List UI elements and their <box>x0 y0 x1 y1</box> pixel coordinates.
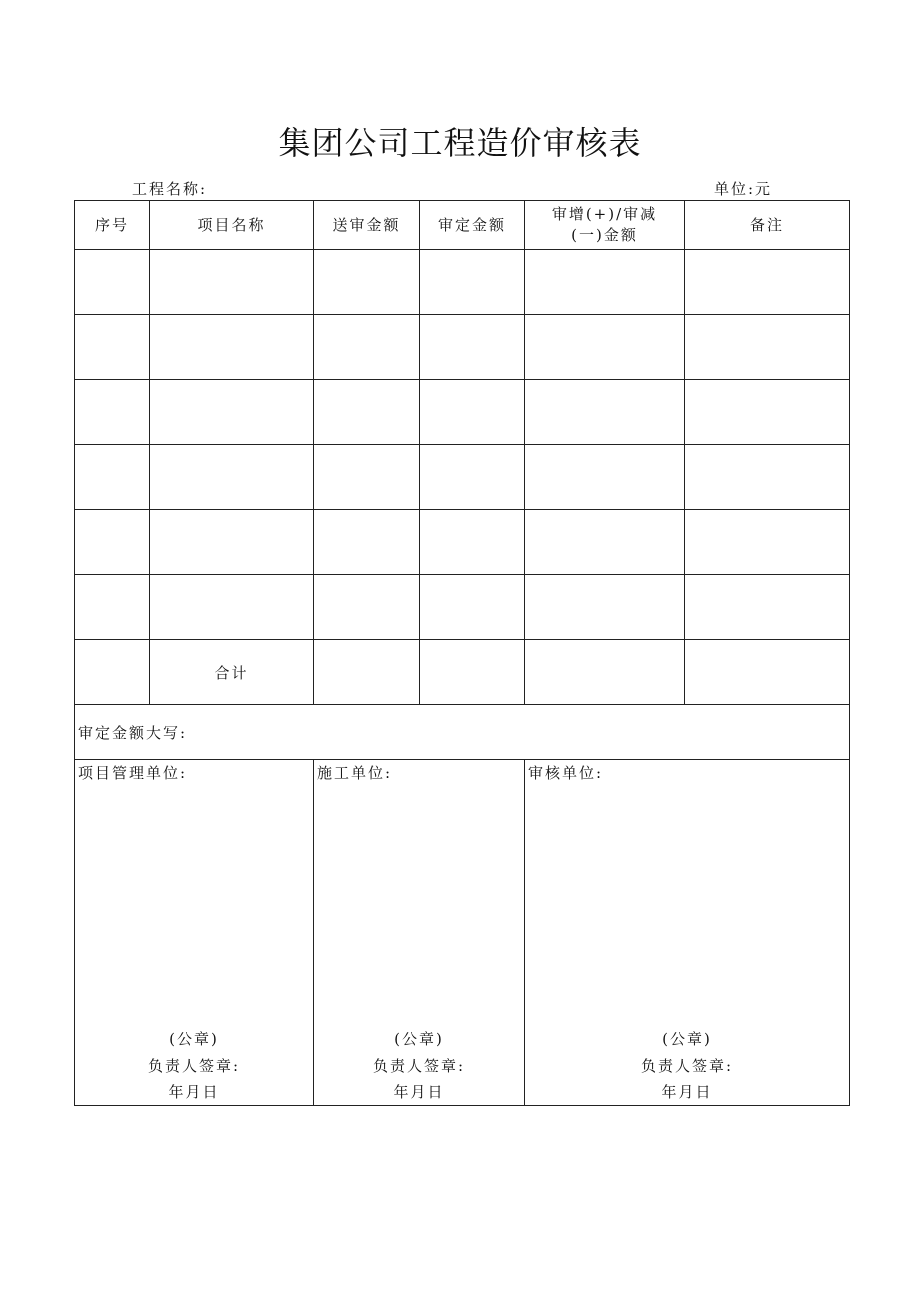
cell[interactable] <box>685 250 850 315</box>
cell[interactable] <box>314 510 420 575</box>
cell[interactable] <box>150 510 314 575</box>
cell[interactable] <box>75 445 150 510</box>
cell[interactable] <box>525 250 685 315</box>
mgmt-label: 项目管理单位: <box>78 764 188 782</box>
cell[interactable] <box>525 575 685 640</box>
signature-row <box>75 760 850 1106</box>
contractor-signer: 负责人签章: <box>372 1057 466 1075</box>
header-diff-line2: (一)金额 <box>571 226 638 244</box>
cell[interactable] <box>420 575 525 640</box>
cell[interactable] <box>685 445 850 510</box>
cell[interactable] <box>685 380 850 445</box>
cell[interactable] <box>314 380 420 445</box>
mgmt-signature-box[interactable] <box>75 760 314 1106</box>
cell[interactable] <box>75 575 150 640</box>
cell[interactable] <box>314 640 420 705</box>
cell[interactable] <box>685 640 850 705</box>
cell[interactable] <box>420 250 525 315</box>
cell[interactable] <box>420 640 525 705</box>
cell[interactable] <box>150 315 314 380</box>
project-name-label: 工程名称: <box>132 180 208 198</box>
mgmt-seal: (公章) <box>169 1030 219 1048</box>
cell[interactable] <box>525 510 685 575</box>
approved-words-cell[interactable] <box>75 705 850 760</box>
audit-table <box>74 200 850 1106</box>
contractor-signature-box[interactable] <box>314 760 525 1106</box>
cell[interactable] <box>314 250 420 315</box>
table-row <box>75 575 850 640</box>
table-row <box>75 445 850 510</box>
approved-words-label: 审定金额大写: <box>78 723 188 742</box>
auditor-signer: 负责人签章: <box>640 1057 734 1075</box>
unit-label: 单位:元 <box>714 180 773 198</box>
cell[interactable] <box>150 575 314 640</box>
cell[interactable] <box>685 315 850 380</box>
cell[interactable] <box>75 315 150 380</box>
cell[interactable] <box>150 380 314 445</box>
cell[interactable] <box>525 315 685 380</box>
page-title: 集团公司工程造价审核表 <box>278 124 642 162</box>
table-row <box>75 380 850 445</box>
contractor-seal: (公章) <box>394 1030 444 1048</box>
table-row <box>75 510 850 575</box>
contractor-label: 施工单位: <box>317 764 393 782</box>
cell[interactable] <box>525 445 685 510</box>
cell[interactable] <box>685 575 850 640</box>
cell[interactable] <box>420 510 525 575</box>
cell[interactable] <box>525 640 685 705</box>
cell[interactable] <box>314 575 420 640</box>
cell[interactable] <box>420 315 525 380</box>
header-row <box>75 201 850 250</box>
cell[interactable] <box>75 510 150 575</box>
header-diff-line1: 审增(+)/审减 <box>551 205 658 223</box>
auditor-label: 审核单位: <box>528 764 604 782</box>
cell[interactable] <box>314 315 420 380</box>
approved-words-row <box>75 705 850 760</box>
header-item: 项目名称 <box>150 201 314 250</box>
cell[interactable] <box>75 380 150 445</box>
total-row <box>75 640 850 705</box>
auditor-date: 年月日 <box>661 1083 713 1101</box>
cell[interactable] <box>525 380 685 445</box>
cell[interactable] <box>420 380 525 445</box>
mgmt-date: 年月日 <box>168 1083 220 1101</box>
table-row <box>75 250 850 315</box>
total-label: 合计 <box>150 640 314 705</box>
header-approved: 审定金额 <box>420 201 525 250</box>
contractor-date: 年月日 <box>393 1083 445 1101</box>
auditor-seal: (公章) <box>662 1030 712 1048</box>
cell[interactable] <box>150 445 314 510</box>
header-submitted: 送审金额 <box>314 201 420 250</box>
cell[interactable] <box>75 250 150 315</box>
mgmt-signer: 负责人签章: <box>147 1057 241 1075</box>
cell[interactable] <box>150 250 314 315</box>
cell[interactable] <box>420 445 525 510</box>
table-row <box>75 315 850 380</box>
cell[interactable] <box>75 640 150 705</box>
auditor-signature-box[interactable] <box>525 760 850 1106</box>
header-diff <box>525 201 685 250</box>
cell[interactable] <box>314 445 420 510</box>
cell[interactable] <box>685 510 850 575</box>
header-remark: 备注 <box>685 201 850 250</box>
header-no: 序号 <box>75 201 150 250</box>
